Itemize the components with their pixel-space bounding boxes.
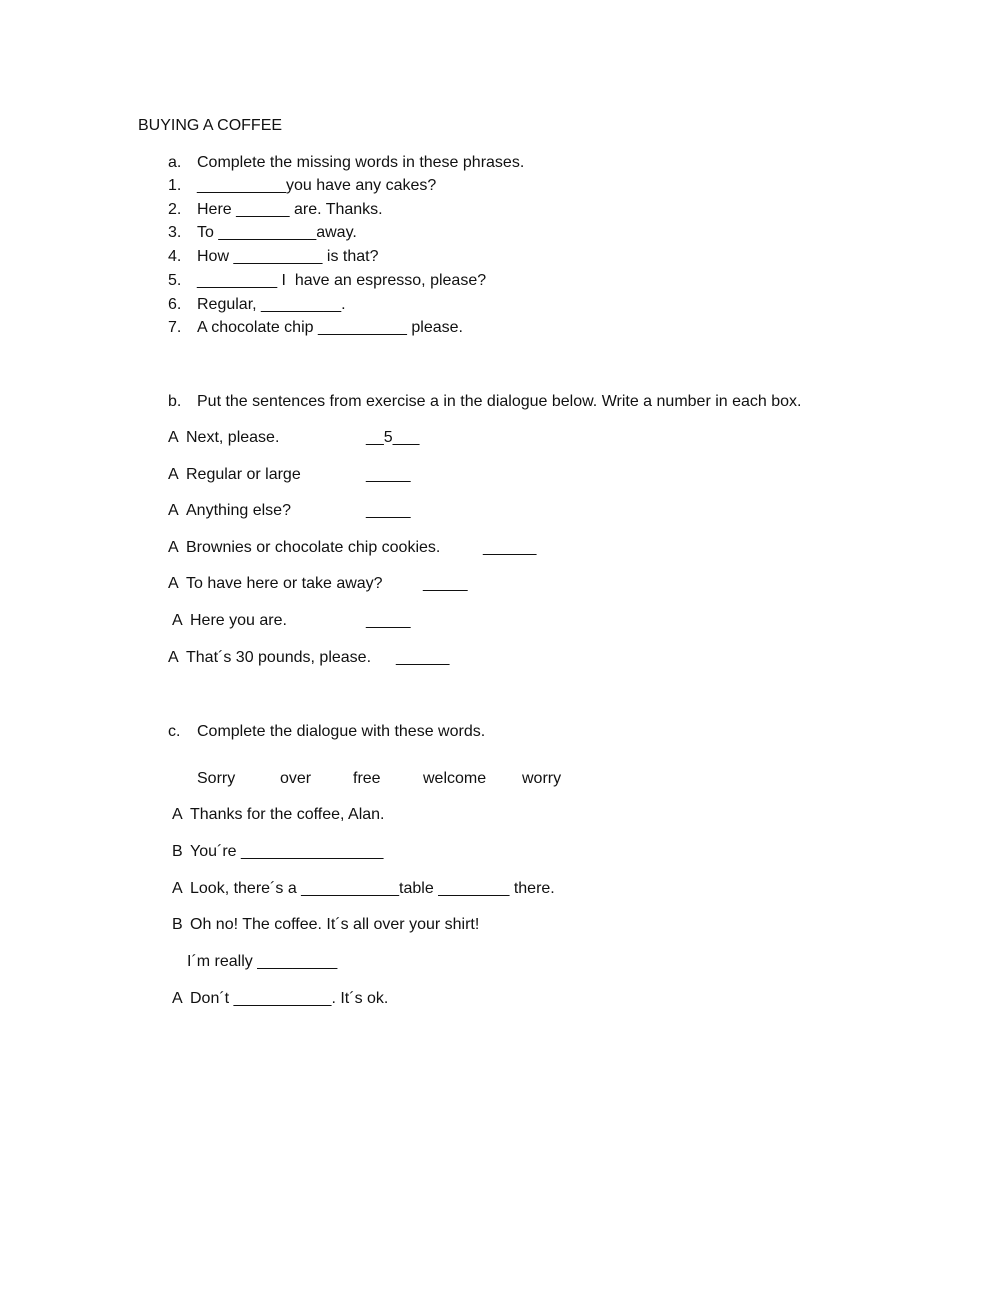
word-bank-item: free <box>353 770 381 787</box>
dialogue-line: You´re ________________ <box>190 843 384 860</box>
speaker-label: A <box>168 502 179 519</box>
speaker-label: A <box>172 990 183 1007</box>
speaker-label: A <box>172 806 183 823</box>
item-number: 7. <box>168 319 182 336</box>
dialogue-line: Brownies or chocolate chip cookies. <box>186 539 441 556</box>
speaker-label: A <box>172 612 183 629</box>
speaker-label: A <box>172 880 183 897</box>
speaker-label: A <box>168 575 179 592</box>
dialogue-line: Anything else? <box>186 502 291 519</box>
phrase-item: Here ______ are. Thanks. <box>197 201 383 218</box>
item-number: 6. <box>168 296 182 313</box>
dialogue-line: To have here or take away? <box>186 575 383 592</box>
phrase-item: A chocolate chip __________ please. <box>197 319 463 336</box>
phrase-item: _________ I have an espresso, please? <box>197 272 487 289</box>
item-number: 3. <box>168 224 182 241</box>
section-c-marker: c. <box>168 723 181 740</box>
dialogue-line: Next, please. <box>186 429 280 446</box>
word-bank-item: worry <box>522 770 562 787</box>
answer-box[interactable]: _____ <box>366 612 411 629</box>
phrase-item: How __________ is that? <box>197 248 379 265</box>
phrase-item: Regular, _________. <box>197 296 346 313</box>
phrase-item: To ___________away. <box>197 224 357 241</box>
item-number: 2. <box>168 201 182 218</box>
section-a-marker: a. <box>168 154 182 171</box>
dialogue-line: That´s 30 pounds, please. <box>186 649 372 666</box>
answer-box[interactable]: _____ <box>423 575 468 592</box>
speaker-label: A <box>168 539 179 556</box>
page-title: BUYING A COFFEE <box>138 117 283 134</box>
section-a-instruction: Complete the missing words in these phrases. <box>197 154 525 171</box>
speaker-label: A <box>168 466 179 483</box>
section-b-instruction: Put the sentences from exercise a in the dialogue below. Write a number in each box. <box>197 393 802 410</box>
dialogue-line: Thanks for the coffee, Alan. <box>190 806 385 823</box>
dialogue-line: Don´t ___________. It´s ok. <box>190 990 389 1007</box>
speaker-label: A <box>168 649 179 666</box>
dialogue-line: Look, there´s a ___________table ________ there. <box>190 880 555 897</box>
phrase-item: __________you have any cakes? <box>197 177 437 194</box>
section-c-instruction: Complete the dialogue with these words. <box>197 723 486 740</box>
speaker-label: A <box>168 429 179 446</box>
dialogue-line: Here you are. <box>190 612 287 629</box>
answer-box[interactable]: __5___ <box>366 429 420 446</box>
answer-box[interactable]: _____ <box>366 502 411 519</box>
item-number: 4. <box>168 248 182 265</box>
word-bank-item: welcome <box>423 770 487 787</box>
word-bank-item: Sorry <box>197 770 236 787</box>
dialogue-line: Regular or large <box>186 466 301 483</box>
word-bank-item: over <box>280 770 312 787</box>
dialogue-line: I´m really _________ <box>187 953 338 970</box>
dialogue-line: Oh no! The coffee. It´s all over your shirt! <box>190 916 480 933</box>
speaker-label: B <box>172 916 183 933</box>
answer-box[interactable]: _____ <box>366 466 411 483</box>
speaker-label: B <box>172 843 183 860</box>
item-number: 1. <box>168 177 182 194</box>
item-number: 5. <box>168 272 182 289</box>
answer-box[interactable]: ______ <box>396 649 450 666</box>
answer-box[interactable]: ______ <box>483 539 537 556</box>
section-b-marker: b. <box>168 393 182 410</box>
